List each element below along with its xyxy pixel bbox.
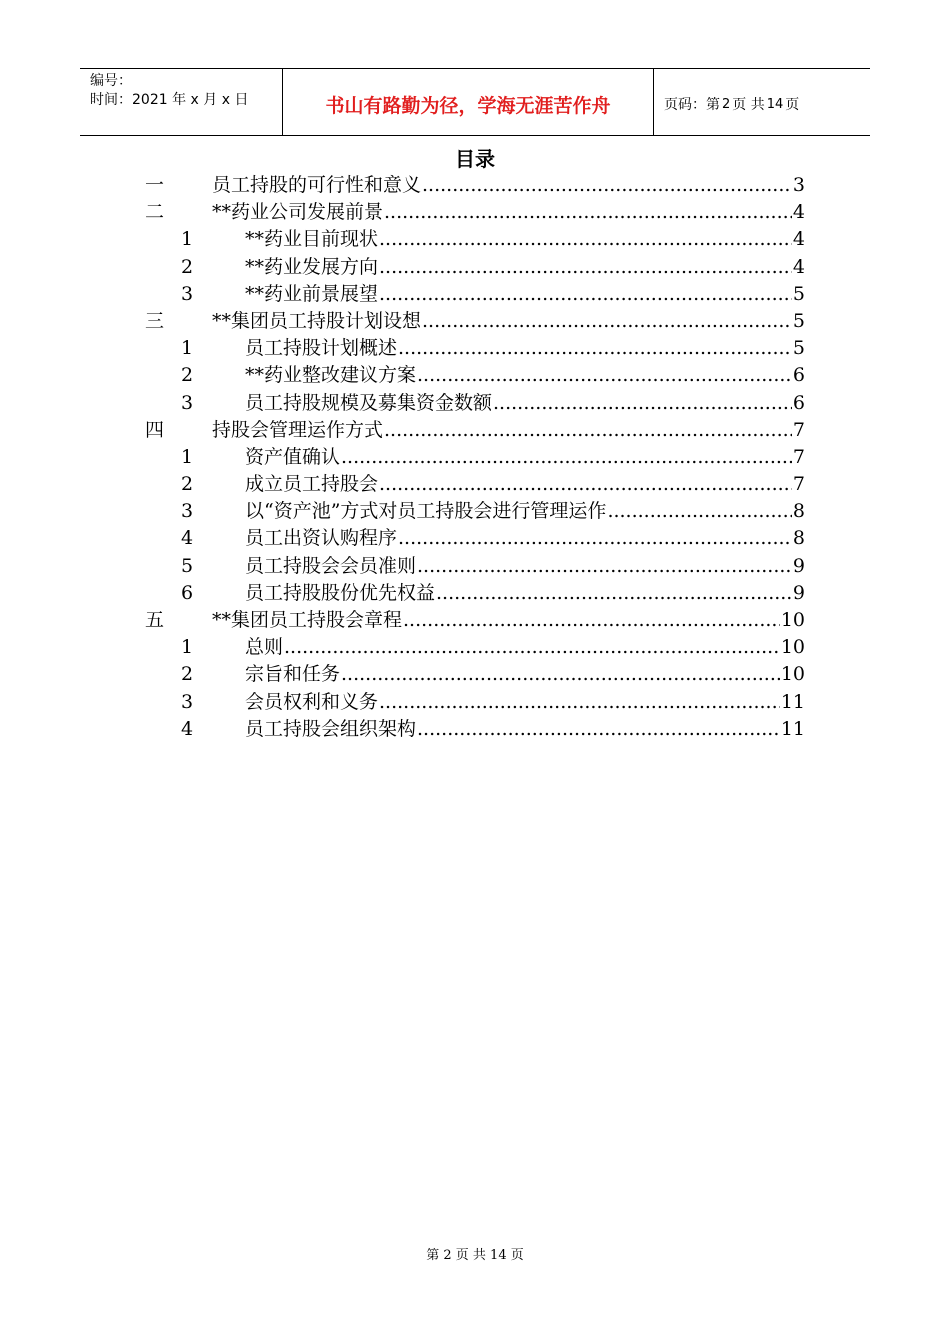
toc-entry-label: **药业发展方向 <box>245 255 379 278</box>
header-time-label: 时间：2021 年 x 月 x 日 <box>90 92 249 108</box>
toc-entry-label: **药业整改建议方案 <box>245 364 417 387</box>
toc-leader-dots <box>379 254 792 281</box>
toc-entry-label: 成立员工持股会 <box>245 473 379 496</box>
table-of-contents <box>0 172 950 743</box>
toc-leader-dots <box>284 634 780 661</box>
toc-entry-line <box>212 172 805 199</box>
toc-entry-number: 2 <box>181 663 194 686</box>
toc-entry-label: 以“资产池”方式对员工持股会进行管理运作 <box>245 500 607 523</box>
toc-entry-line <box>245 634 805 661</box>
header-meta <box>80 69 282 135</box>
toc-entry-label: 员工持股计划概述 <box>245 337 398 360</box>
toc-entry[interactable] <box>0 553 950 580</box>
toc-entry-number: 二 <box>145 201 165 224</box>
toc-entry-label: 员工持股会组织架构 <box>245 717 417 740</box>
toc-leader-dots <box>379 281 792 308</box>
toc-entry[interactable] <box>0 281 950 308</box>
toc-entry-page: 6 <box>792 391 805 414</box>
toc-entry[interactable] <box>0 335 950 362</box>
toc-leader-dots <box>417 716 780 743</box>
header-page-total: 14 <box>766 96 784 112</box>
toc-entry-line <box>245 444 805 471</box>
toc-entry[interactable] <box>0 254 950 281</box>
toc-entry-page: 7 <box>792 473 805 496</box>
toc-entry-label: 员工持股的可行性和意义 <box>212 174 422 196</box>
toc-entry-label: 总则 <box>245 636 284 659</box>
toc-entry-page: 3 <box>792 174 805 196</box>
toc-entry-number: 2 <box>181 255 194 278</box>
toc-entry-page: 11 <box>780 717 805 740</box>
header-page-number: 2 <box>722 96 731 112</box>
toc-entry-line <box>245 226 805 253</box>
header-motto: 书山有路勤为径，学海无涯苦作舟 <box>282 69 654 135</box>
toc-entry-line <box>245 525 805 552</box>
toc-entry-line <box>245 580 805 607</box>
toc-entry-label: 宗旨和任务 <box>245 663 341 686</box>
toc-entry[interactable] <box>0 362 950 389</box>
toc-entry-number: 1 <box>181 636 194 659</box>
toc-entry[interactable] <box>0 226 950 253</box>
toc-entry-line <box>245 390 805 417</box>
header-page-info <box>654 69 870 135</box>
toc-entry-page: 4 <box>792 201 805 224</box>
toc-leader-dots <box>384 417 792 444</box>
toc-entry[interactable] <box>0 471 950 498</box>
toc-entry[interactable] <box>0 634 950 661</box>
toc-entry[interactable] <box>0 390 950 417</box>
header-page-prefix: 页码：第 <box>664 97 720 113</box>
toc-leader-dots <box>607 498 791 525</box>
toc-entry-number: 2 <box>181 473 194 496</box>
toc-entry-line <box>245 335 805 362</box>
toc-entry-label: 员工持股规模及募集资金数额 <box>245 391 493 414</box>
toc-entry[interactable] <box>0 308 950 335</box>
toc-entry-label: 员工持股会会员准则 <box>245 554 417 577</box>
toc-entry[interactable] <box>0 607 950 634</box>
toc-leader-dots <box>493 390 792 417</box>
toc-leader-dots <box>341 444 792 471</box>
toc-leader-dots <box>379 471 792 498</box>
toc-leader-dots <box>403 607 780 634</box>
toc-entry-line <box>245 716 805 743</box>
toc-leader-dots <box>422 308 792 335</box>
toc-leader-dots <box>398 335 792 362</box>
toc-entry[interactable] <box>0 417 950 444</box>
toc-entry-number: 五 <box>145 609 165 631</box>
toc-leader-dots <box>398 525 792 552</box>
toc-entry-line <box>245 254 805 281</box>
toc-entry-number: 1 <box>181 445 194 468</box>
toc-entry-line <box>245 362 805 389</box>
toc-leader-dots <box>379 689 780 716</box>
toc-entry-line <box>212 199 805 226</box>
toc-entry-number: 3 <box>181 690 194 713</box>
toc-entry-page: 10 <box>780 609 805 631</box>
toc-entry-page: 9 <box>792 581 805 604</box>
toc-entry[interactable] <box>0 498 950 525</box>
toc-entry-number: 2 <box>181 364 194 387</box>
toc-entry-number: 3 <box>181 391 194 414</box>
header-page-mid: 页 共 <box>732 97 765 113</box>
toc-leader-dots <box>436 580 792 607</box>
toc-title: 目录 <box>455 147 495 171</box>
toc-entry[interactable] <box>0 661 950 688</box>
toc-entry-page: 5 <box>792 309 805 332</box>
toc-entry[interactable] <box>0 444 950 471</box>
toc-entry-page: 7 <box>792 445 805 468</box>
toc-leader-dots <box>379 226 792 253</box>
toc-entry-number: 一 <box>145 174 165 196</box>
toc-entry-label: **药业前景展望 <box>245 282 379 305</box>
toc-entry-label: **集团员工持股计划设想 <box>212 309 422 332</box>
toc-entry-page: 11 <box>780 690 805 713</box>
toc-entry-line <box>245 661 805 688</box>
toc-entry-line <box>212 607 805 634</box>
toc-entry-line <box>212 417 805 444</box>
toc-entry-line <box>245 553 805 580</box>
toc-entry-number: 4 <box>181 527 194 550</box>
toc-entry-label: 会员权利和义务 <box>245 690 379 713</box>
toc-entry-label: **药业目前现状 <box>245 228 379 251</box>
toc-entry-page: 10 <box>780 636 805 659</box>
toc-entry-number: 三 <box>145 309 165 332</box>
toc-entry-line <box>245 689 805 716</box>
header-number-label: 编号： <box>90 73 132 89</box>
toc-entry[interactable] <box>0 689 950 716</box>
toc-entry-page: 10 <box>780 663 805 686</box>
toc-entry-page: 5 <box>792 337 805 360</box>
toc-entry-line <box>245 281 805 308</box>
toc-entry[interactable] <box>0 525 950 552</box>
toc-leader-dots <box>384 199 792 226</box>
toc-entry-line <box>245 498 805 525</box>
toc-entry-label: 员工出资认购程序 <box>245 527 398 550</box>
toc-entry-page: 6 <box>792 364 805 387</box>
toc-entry-line <box>212 308 805 335</box>
toc-entry-number: 4 <box>181 717 194 740</box>
toc-entry-number: 5 <box>181 554 194 577</box>
page-footer: 第 2 页 共 14 页 <box>426 1248 524 1263</box>
toc-entry-number: 1 <box>181 228 194 251</box>
toc-entry-number: 1 <box>181 337 194 360</box>
toc-entry-number: 3 <box>181 282 194 305</box>
toc-leader-dots <box>417 362 792 389</box>
header-page-suffix: 页 <box>785 97 800 113</box>
toc-leader-dots <box>417 553 792 580</box>
toc-entry-number: 6 <box>181 581 194 604</box>
toc-entry-page: 7 <box>792 418 805 441</box>
toc-entry-page: 8 <box>792 500 805 523</box>
toc-entry-page: 5 <box>792 282 805 305</box>
toc-entry-number: 3 <box>181 500 194 523</box>
toc-leader-dots <box>422 172 792 199</box>
toc-entry[interactable] <box>0 716 950 743</box>
toc-entry[interactable] <box>0 172 950 199</box>
toc-entry-page: 4 <box>792 255 805 278</box>
toc-entry[interactable] <box>0 199 950 226</box>
toc-entry-label: 持股会管理运作方式 <box>212 418 384 441</box>
toc-entry-number: 四 <box>145 418 165 441</box>
toc-entry-label: **药业公司发展前景 <box>212 201 384 224</box>
toc-entry-page: 8 <box>792 527 805 550</box>
toc-entry-page: 9 <box>792 554 805 577</box>
toc-leader-dots <box>341 661 780 688</box>
toc-entry-label: **集团员工持股会章程 <box>212 609 403 631</box>
toc-entry-line <box>245 471 805 498</box>
page-header <box>80 68 870 136</box>
toc-entry-label: 资产值确认 <box>245 445 341 468</box>
toc-entry[interactable] <box>0 580 950 607</box>
toc-entry-label: 员工持股股份优先权益 <box>245 581 436 604</box>
toc-entry-page: 4 <box>792 228 805 251</box>
